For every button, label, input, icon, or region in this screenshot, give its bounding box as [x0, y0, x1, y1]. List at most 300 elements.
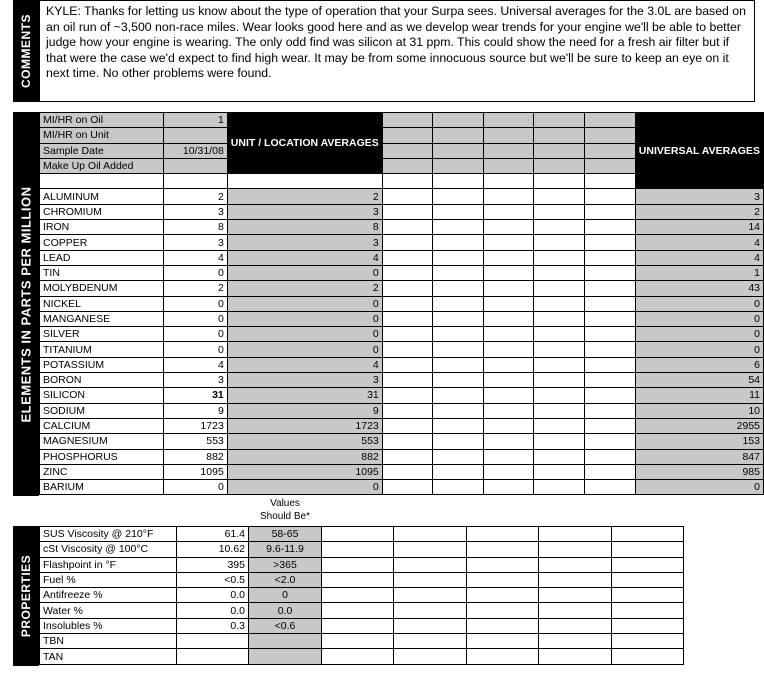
- spacer-cell: [40, 174, 164, 189]
- empty-sample-cell: [585, 265, 635, 280]
- elements-label-text: ELEMENTS IN PARTS PER MILLION: [18, 186, 34, 422]
- property-should-be: 58-65: [249, 527, 322, 542]
- empty-sample-cell: [467, 603, 539, 618]
- sample-cell: [534, 143, 585, 158]
- empty-sample-cell: [612, 557, 684, 572]
- element-sample-value: 0: [163, 342, 227, 357]
- element-unit-average: 0: [227, 480, 382, 495]
- sample-cell: [433, 113, 484, 128]
- element-universal-average: 4: [635, 250, 763, 265]
- element-universal-average: 54: [635, 373, 763, 388]
- empty-sample-cell: [539, 557, 612, 572]
- property-label: Insolubles %: [40, 618, 177, 633]
- element-label: MOLYBDENUM: [40, 281, 164, 296]
- comments-text: KYLE: Thanks for letting us know about the type of operation that your Surpa sees. Universal averages for the 3.0L are based on an oil run of ~3,500 non-race miles. Wear looks good here and as we develop wear trends for your engine we'll be able to better judge how your engine is wearing. The only odd find was silicon at 31 ppm. This could show the need for a fresh air filter but if that were the case we'd expect to find high wear. It may be from some innocuous source but we'll be sure to keep an eye on it next time. No other problems were found.: [39, 0, 755, 102]
- empty-sample-cell: [382, 235, 432, 250]
- empty-sample-cell: [534, 418, 585, 433]
- element-unit-average: 31: [227, 388, 382, 403]
- empty-sample-cell: [539, 588, 612, 603]
- element-label: POTASSIUM: [40, 357, 164, 372]
- sample-cell: [382, 143, 432, 158]
- empty-sample-cell: [382, 418, 432, 433]
- empty-sample-cell: [433, 434, 484, 449]
- element-unit-average: 3: [227, 373, 382, 388]
- property-should-be: 0.0: [249, 603, 322, 618]
- element-unit-average: 0: [227, 311, 382, 326]
- info-value: [163, 158, 227, 173]
- element-label: PHOSPHORUS: [40, 449, 164, 464]
- element-row: [40, 480, 764, 495]
- element-label: LEAD: [40, 250, 164, 265]
- empty-sample-cell: [394, 588, 467, 603]
- sample-cell: [382, 158, 432, 173]
- empty-sample-cell: [322, 527, 394, 542]
- spacer-cell: [433, 174, 484, 189]
- empty-sample-cell: [484, 235, 534, 250]
- sample-cell: [585, 143, 635, 158]
- comments-section-label: [13, 0, 39, 102]
- property-value: 0.3: [177, 618, 249, 633]
- element-sample-value: 3: [163, 235, 227, 250]
- element-label: MAGNESIUM: [40, 434, 164, 449]
- empty-sample-cell: [585, 220, 635, 235]
- element-row: [40, 189, 764, 204]
- element-unit-average: 9: [227, 403, 382, 418]
- info-label: MI/HR on Oil: [40, 113, 164, 128]
- empty-sample-cell: [433, 281, 484, 296]
- empty-sample-cell: [484, 403, 534, 418]
- empty-sample-cell: [467, 542, 539, 557]
- empty-sample-cell: [382, 373, 432, 388]
- sample-cell: [534, 113, 585, 128]
- element-unit-average: 0: [227, 265, 382, 280]
- element-universal-average: 0: [635, 311, 763, 326]
- empty-sample-cell: [394, 649, 467, 664]
- element-universal-average: 1: [635, 265, 763, 280]
- empty-sample-cell: [382, 189, 432, 204]
- empty-sample-cell: [585, 189, 635, 204]
- property-value: 0.0: [177, 603, 249, 618]
- empty-sample-cell: [585, 327, 635, 342]
- empty-sample-cell: [534, 250, 585, 265]
- element-universal-average: 2955: [635, 418, 763, 433]
- empty-sample-cell: [484, 418, 534, 433]
- property-value: <0.5: [177, 572, 249, 587]
- empty-sample-cell: [467, 572, 539, 587]
- element-row: [40, 235, 764, 250]
- element-sample-value: 3: [163, 373, 227, 388]
- empty-sample-cell: [534, 327, 585, 342]
- empty-sample-cell: [484, 449, 534, 464]
- empty-sample-cell: [585, 464, 635, 479]
- info-label: MI/HR on Unit: [40, 128, 164, 143]
- element-sample-value: 1095: [163, 464, 227, 479]
- property-row: [40, 649, 684, 664]
- element-label: SILVER: [40, 327, 164, 342]
- empty-sample-cell: [394, 603, 467, 618]
- empty-sample-cell: [612, 572, 684, 587]
- empty-sample-cell: [467, 618, 539, 633]
- empty-sample-cell: [433, 357, 484, 372]
- element-unit-average: 3: [227, 235, 382, 250]
- info-row: [40, 113, 764, 128]
- sample-cell: [382, 128, 432, 143]
- element-unit-average: 0: [227, 342, 382, 357]
- empty-sample-cell: [484, 189, 534, 204]
- property-value: 0.0: [177, 588, 249, 603]
- element-unit-average: 2: [227, 189, 382, 204]
- element-sample-value: 1723: [163, 418, 227, 433]
- element-unit-average: 8: [227, 220, 382, 235]
- element-unit-average: 553: [227, 434, 382, 449]
- element-label: ALUMINUM: [40, 189, 164, 204]
- empty-sample-cell: [433, 235, 484, 250]
- empty-sample-cell: [539, 634, 612, 649]
- element-sample-value: 882: [163, 449, 227, 464]
- element-row: [40, 449, 764, 464]
- empty-sample-cell: [585, 235, 635, 250]
- sample-cell: [433, 158, 484, 173]
- element-label: COPPER: [40, 235, 164, 250]
- empty-sample-cell: [382, 250, 432, 265]
- element-row: [40, 265, 764, 280]
- element-row: [40, 281, 764, 296]
- element-row: [40, 418, 764, 433]
- empty-sample-cell: [382, 265, 432, 280]
- sample-cell: [585, 158, 635, 173]
- sample-cell: [382, 113, 432, 128]
- empty-sample-cell: [585, 434, 635, 449]
- element-sample-value: 3: [163, 204, 227, 219]
- empty-sample-cell: [539, 542, 612, 557]
- empty-sample-cell: [382, 480, 432, 495]
- element-label: IRON: [40, 220, 164, 235]
- property-label: Flashpoint in °F: [40, 557, 177, 572]
- empty-sample-cell: [382, 220, 432, 235]
- empty-sample-cell: [394, 618, 467, 633]
- info-label: Make Up Oil Added: [40, 158, 164, 173]
- empty-sample-cell: [484, 296, 534, 311]
- empty-sample-cell: [484, 434, 534, 449]
- element-row: [40, 388, 764, 403]
- property-value: [177, 634, 249, 649]
- empty-sample-cell: [394, 572, 467, 587]
- element-row: [40, 357, 764, 372]
- property-label: Antifreeze %: [40, 588, 177, 603]
- empty-sample-cell: [433, 265, 484, 280]
- empty-sample-cell: [539, 603, 612, 618]
- empty-sample-cell: [433, 388, 484, 403]
- universal-averages-header: UNIVERSAL AVERAGES: [635, 113, 763, 189]
- element-universal-average: 0: [635, 327, 763, 342]
- empty-sample-cell: [612, 527, 684, 542]
- empty-sample-cell: [534, 449, 585, 464]
- element-sample-value: 8: [163, 220, 227, 235]
- comments-label-text: COMMENTS: [19, 14, 33, 88]
- empty-sample-cell: [585, 311, 635, 326]
- empty-sample-cell: [612, 618, 684, 633]
- property-should-be: >365: [249, 557, 322, 572]
- empty-sample-cell: [467, 634, 539, 649]
- element-label: TITANIUM: [40, 342, 164, 357]
- properties-section-label: [13, 526, 39, 666]
- empty-sample-cell: [467, 588, 539, 603]
- element-row: [40, 204, 764, 219]
- empty-sample-cell: [433, 296, 484, 311]
- empty-sample-cell: [484, 388, 534, 403]
- property-row: [40, 603, 684, 618]
- empty-sample-cell: [612, 542, 684, 557]
- empty-sample-cell: [382, 296, 432, 311]
- element-unit-average: 0: [227, 296, 382, 311]
- element-universal-average: 4: [635, 235, 763, 250]
- empty-sample-cell: [433, 220, 484, 235]
- element-sample-value: 553: [163, 434, 227, 449]
- empty-sample-cell: [534, 464, 585, 479]
- element-label: BARIUM: [40, 480, 164, 495]
- empty-sample-cell: [433, 418, 484, 433]
- info-value: [163, 128, 227, 143]
- empty-sample-cell: [433, 327, 484, 342]
- element-universal-average: 43: [635, 281, 763, 296]
- property-label: TBN: [40, 634, 177, 649]
- element-sample-value: 0: [163, 327, 227, 342]
- empty-sample-cell: [433, 204, 484, 219]
- empty-sample-cell: [534, 403, 585, 418]
- empty-sample-cell: [484, 373, 534, 388]
- info-value: 1: [163, 113, 227, 128]
- values-should-be-header: [249, 497, 321, 523]
- element-row: [40, 373, 764, 388]
- spacer-cell: [534, 174, 585, 189]
- empty-sample-cell: [612, 588, 684, 603]
- sample-cell: [484, 158, 534, 173]
- empty-sample-cell: [484, 311, 534, 326]
- empty-sample-cell: [585, 342, 635, 357]
- property-row: [40, 542, 684, 557]
- element-universal-average: 847: [635, 449, 763, 464]
- property-value: 395: [177, 557, 249, 572]
- element-label: SODIUM: [40, 403, 164, 418]
- spacer-cell: [382, 174, 432, 189]
- element-sample-value: 9: [163, 403, 227, 418]
- empty-sample-cell: [534, 235, 585, 250]
- empty-sample-cell: [534, 189, 585, 204]
- element-universal-average: 6: [635, 357, 763, 372]
- element-sample-value: 2: [163, 281, 227, 296]
- empty-sample-cell: [322, 649, 394, 664]
- empty-sample-cell: [585, 296, 635, 311]
- empty-sample-cell: [322, 542, 394, 557]
- spacer-cell: [484, 174, 534, 189]
- empty-sample-cell: [322, 588, 394, 603]
- elements-table: [39, 112, 764, 495]
- empty-sample-cell: [484, 480, 534, 495]
- empty-sample-cell: [433, 342, 484, 357]
- empty-sample-cell: [382, 434, 432, 449]
- empty-sample-cell: [534, 480, 585, 495]
- empty-sample-cell: [394, 634, 467, 649]
- property-value: [177, 649, 249, 664]
- empty-sample-cell: [539, 618, 612, 633]
- element-row: [40, 327, 764, 342]
- property-row: [40, 588, 684, 603]
- element-sample-value: 0: [163, 265, 227, 280]
- empty-sample-cell: [467, 527, 539, 542]
- element-row: [40, 403, 764, 418]
- empty-sample-cell: [382, 204, 432, 219]
- element-universal-average: 11: [635, 388, 763, 403]
- element-label: MANGANESE: [40, 311, 164, 326]
- empty-sample-cell: [433, 189, 484, 204]
- spacer-cell: [585, 174, 635, 189]
- empty-sample-cell: [322, 618, 394, 633]
- element-row: [40, 296, 764, 311]
- sample-cell: [534, 128, 585, 143]
- element-label: CHROMIUM: [40, 204, 164, 219]
- empty-sample-cell: [394, 527, 467, 542]
- element-sample-value: 4: [163, 357, 227, 372]
- element-universal-average: 153: [635, 434, 763, 449]
- empty-sample-cell: [382, 357, 432, 372]
- values-header-line-1: Values: [270, 498, 300, 509]
- property-row: [40, 572, 684, 587]
- property-row: [40, 618, 684, 633]
- values-header-line-2: Should Be*: [259, 511, 311, 522]
- property-should-be: <0.6: [249, 618, 322, 633]
- element-unit-average: 4: [227, 357, 382, 372]
- sample-cell: [585, 113, 635, 128]
- empty-sample-cell: [484, 204, 534, 219]
- empty-sample-cell: [394, 542, 467, 557]
- element-label: CALCIUM: [40, 418, 164, 433]
- property-label: Water %: [40, 603, 177, 618]
- empty-sample-cell: [382, 388, 432, 403]
- property-should-be: 0: [249, 588, 322, 603]
- empty-sample-cell: [467, 649, 539, 664]
- empty-sample-cell: [467, 557, 539, 572]
- empty-sample-cell: [394, 557, 467, 572]
- sample-cell: [433, 143, 484, 158]
- element-label: SILICON: [40, 388, 164, 403]
- empty-sample-cell: [534, 204, 585, 219]
- empty-sample-cell: [539, 527, 612, 542]
- empty-sample-cell: [433, 403, 484, 418]
- empty-sample-cell: [534, 357, 585, 372]
- empty-sample-cell: [534, 220, 585, 235]
- property-row: [40, 557, 684, 572]
- property-should-be: <2.0: [249, 572, 322, 587]
- empty-sample-cell: [382, 464, 432, 479]
- property-label: cSt Viscosity @ 100°C: [40, 542, 177, 557]
- empty-sample-cell: [534, 281, 585, 296]
- empty-sample-cell: [484, 342, 534, 357]
- empty-sample-cell: [433, 449, 484, 464]
- empty-sample-cell: [484, 265, 534, 280]
- element-row: [40, 250, 764, 265]
- element-row: [40, 342, 764, 357]
- property-value: 61.4: [177, 527, 249, 542]
- sample-cell: [484, 143, 534, 158]
- empty-sample-cell: [539, 649, 612, 664]
- property-value: 10.62: [177, 542, 249, 557]
- element-universal-average: 3: [635, 189, 763, 204]
- empty-sample-cell: [534, 388, 585, 403]
- property-label: SUS Viscosity @ 210°F: [40, 527, 177, 542]
- empty-sample-cell: [433, 464, 484, 479]
- element-row: [40, 464, 764, 479]
- element-label: TIN: [40, 265, 164, 280]
- elements-section-label: [13, 112, 39, 496]
- property-row: [40, 634, 684, 649]
- element-label: ZINC: [40, 464, 164, 479]
- empty-sample-cell: [585, 204, 635, 219]
- sample-cell: [534, 158, 585, 173]
- element-unit-average: 2: [227, 281, 382, 296]
- empty-sample-cell: [382, 403, 432, 418]
- element-universal-average: 10: [635, 403, 763, 418]
- empty-sample-cell: [534, 373, 585, 388]
- element-unit-average: 0: [227, 327, 382, 342]
- element-unit-average: 882: [227, 449, 382, 464]
- empty-sample-cell: [612, 649, 684, 664]
- empty-sample-cell: [534, 265, 585, 280]
- element-sample-value: 2: [163, 189, 227, 204]
- empty-sample-cell: [382, 311, 432, 326]
- empty-sample-cell: [484, 281, 534, 296]
- empty-sample-cell: [433, 480, 484, 495]
- empty-sample-cell: [534, 311, 585, 326]
- property-should-be: [249, 649, 322, 664]
- empty-sample-cell: [585, 357, 635, 372]
- element-unit-average: 4: [227, 250, 382, 265]
- element-unit-average: 3: [227, 204, 382, 219]
- element-unit-average: 1095: [227, 464, 382, 479]
- empty-sample-cell: [612, 603, 684, 618]
- spacer-cell: [163, 174, 227, 189]
- empty-sample-cell: [585, 480, 635, 495]
- element-sample-value: 0: [163, 480, 227, 495]
- info-value: 10/31/08: [163, 143, 227, 158]
- empty-sample-cell: [322, 634, 394, 649]
- property-should-be: 9.6-11.9: [249, 542, 322, 557]
- element-sample-value: 0: [163, 311, 227, 326]
- empty-sample-cell: [585, 418, 635, 433]
- element-unit-average: 1723: [227, 418, 382, 433]
- sample-cell: [484, 128, 534, 143]
- empty-sample-cell: [382, 281, 432, 296]
- empty-sample-cell: [484, 327, 534, 342]
- info-label: Sample Date: [40, 143, 164, 158]
- empty-sample-cell: [484, 250, 534, 265]
- element-universal-average: 0: [635, 296, 763, 311]
- empty-sample-cell: [585, 449, 635, 464]
- unit-averages-header: UNIT / LOCATION AVERAGES: [227, 113, 382, 174]
- empty-sample-cell: [433, 311, 484, 326]
- empty-sample-cell: [585, 281, 635, 296]
- element-label: NICKEL: [40, 296, 164, 311]
- empty-sample-cell: [612, 634, 684, 649]
- empty-sample-cell: [484, 357, 534, 372]
- sample-cell: [433, 128, 484, 143]
- empty-sample-cell: [585, 250, 635, 265]
- element-universal-average: 0: [635, 480, 763, 495]
- empty-sample-cell: [382, 449, 432, 464]
- element-universal-average: 14: [635, 220, 763, 235]
- empty-sample-cell: [534, 342, 585, 357]
- element-row: [40, 434, 764, 449]
- property-row: [40, 527, 684, 542]
